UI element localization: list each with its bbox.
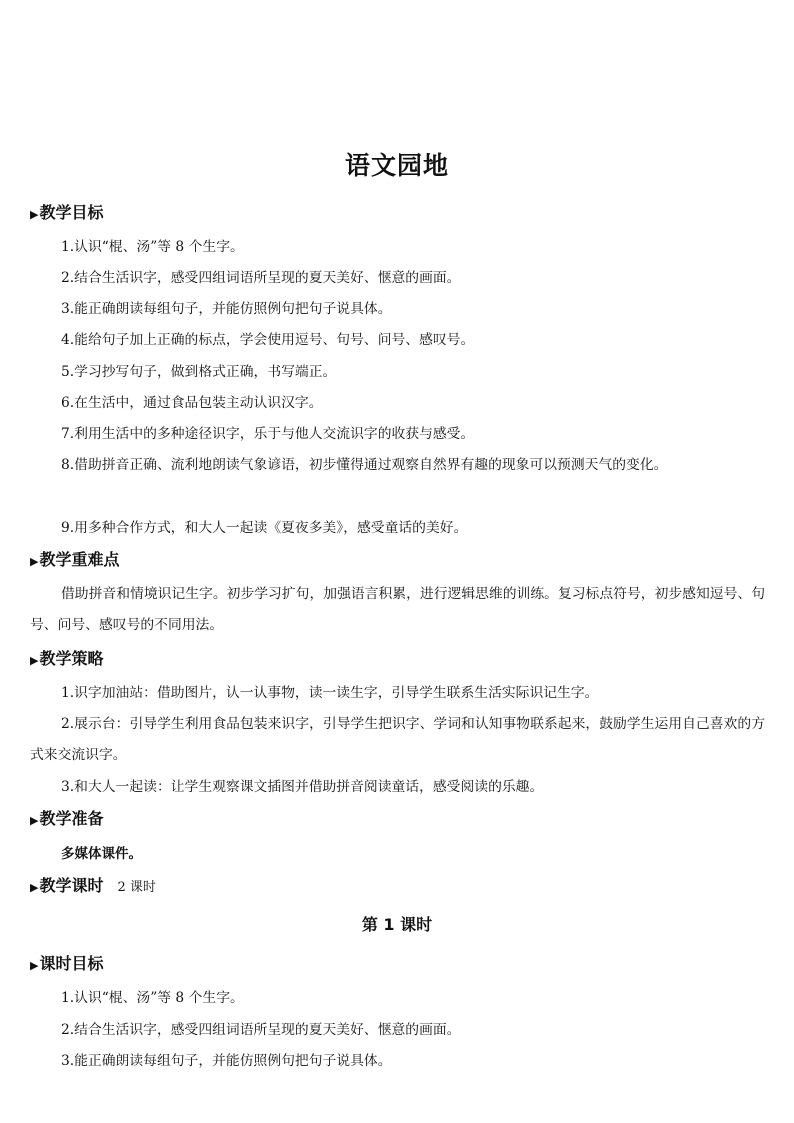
triangle-bullet-icon: ▶ — [30, 814, 39, 827]
triangle-bullet-icon: ▶ — [30, 881, 39, 894]
key-points-text: 借助拼音和情境识记生字。初步学习扩句，加强语言积累，进行逻辑思维的训练。复习标点符号，初步感知逗号、句号、问号、感叹号的不同用法。 — [30, 586, 765, 633]
lesson-objective-item: 2.结合生活识字，感受四组词语所呈现的夏天美好、惬意的画面。 — [61, 1022, 461, 1038]
heading-hours-label: 教学课时 — [39, 876, 104, 895]
objective-item: 4.能给句子加上正确的标点，学会使用逗号、句号、问号、感叹号。 — [61, 332, 475, 348]
triangle-bullet-icon: ▶ — [30, 959, 39, 972]
objective-item: 6.在生活中，通过食品包装主动认识汉字。 — [61, 395, 323, 411]
objective-item: 7.利用生活中的多种途径识字，乐于与他人交流识字的收获与感受。 — [61, 426, 475, 442]
heading-key-points — [30, 549, 119, 573]
strategy-item: 3.和大人一起读：让学生观察课文插图并借助拼音阅读童话，感受阅读的乐趣。 — [61, 779, 544, 795]
heading-preparation-label: 教学准备 — [39, 809, 104, 828]
heading-preparation — [30, 808, 103, 832]
strategy-item: 1.识字加油站：借助图片，认一认事物，读一读生字，引导学生联系生活实际识记生字。 — [61, 685, 599, 701]
objective-item: 2.结合生活识字，感受四组词语所呈现的夏天美好、惬意的画面。 — [61, 270, 461, 286]
heading-strategies — [30, 648, 103, 672]
objective-item: 5.学习抄写句子，做到格式正确，书写端正。 — [61, 364, 337, 380]
page-title: 语文园地 — [344, 151, 449, 180]
lesson-title: 第 1 课时 — [361, 915, 433, 934]
triangle-bullet-icon: ▶ — [30, 208, 39, 221]
objective-item: 3.能正确朗读每组句子，并能仿照例句把句子说具体。 — [61, 301, 392, 317]
heading-lesson-objectives — [30, 953, 103, 977]
triangle-bullet-icon: ▶ — [30, 555, 39, 568]
heading-objectives-label: 教学目标 — [39, 203, 104, 222]
preparation-text: 多媒体课件。 — [61, 846, 142, 862]
triangle-bullet-icon: ▶ — [30, 654, 39, 667]
objective-item: 8.借助拼音正确、流利地朗读气象谚语，初步懂得通过观察自然界有趣的现象可以预测天气的变化。 — [61, 457, 668, 473]
heading-key-points-label: 教学重难点 — [39, 550, 120, 569]
objective-item: 1.认识“棍、汤”等 8 个生字。 — [61, 239, 244, 255]
lesson-objective-item: 1.认识“棍、汤”等 8 个生字。 — [61, 990, 244, 1006]
lesson-objective-item: 3.能正确朗读每组句子，并能仿照例句把句子说具体。 — [61, 1053, 392, 1069]
heading-objectives — [30, 202, 103, 226]
strategy-item: 2.展示台：引导学生利用食品包装来识字，引导学生把识字、学词和认知事物联系起来，鼓励学生运用自己喜欢的方式来交流识字。 — [30, 716, 765, 763]
heading-lesson-objectives-label: 课时目标 — [39, 954, 104, 973]
heading-hours — [30, 875, 156, 899]
heading-strategies-label: 教学策略 — [39, 649, 104, 668]
hours-value: 2 课时 — [117, 880, 156, 895]
objective-item: 9.用多种合作方式，和大人一起读《夏夜多美》，感受童话的美好。 — [61, 520, 468, 536]
